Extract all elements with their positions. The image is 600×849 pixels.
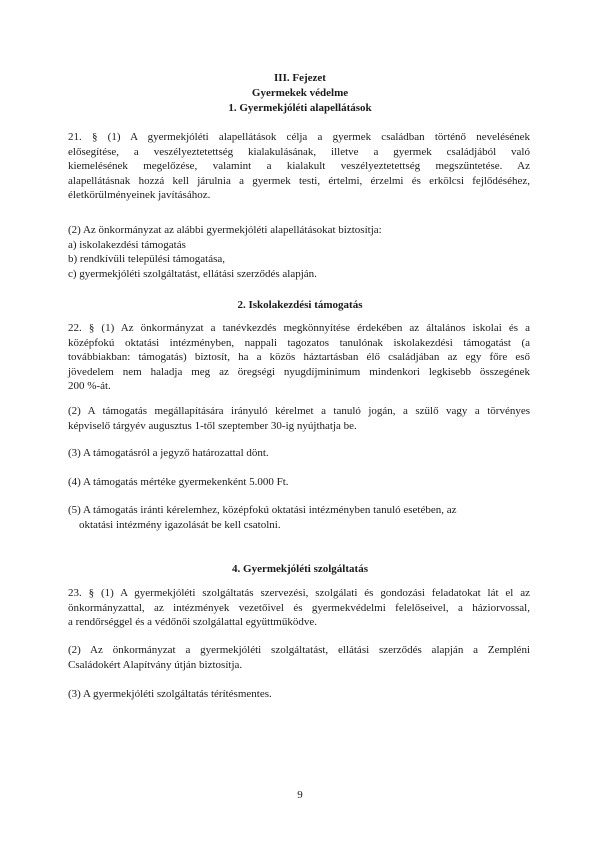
paragraph-22-2 <box>68 404 530 433</box>
section-2-title: 2. Iskolakezdési támogatás <box>237 299 363 311</box>
paragraph-22-5 <box>68 503 530 532</box>
text-line: (5) A támogatás iránti kérelemhez, középfokú oktatási intézményben tanuló esetében, az <box>68 504 457 516</box>
text-line: elősegítése, a veszélyeztetettség kialakulásának, illetve a gyermek családjából való <box>68 145 530 158</box>
text-line: (2) Az önkormányzat az alábbi gyermekjóléti alapellátásokat biztosítja: <box>68 224 382 236</box>
text-line: Családokért Alapítvány útján biztosítja. <box>68 658 243 671</box>
text-line: oktatási intézmény igazolását be kell csatolni. <box>79 518 281 531</box>
chapter-title: III. Fejezet <box>274 72 326 84</box>
text-line: képviselő tárgyév augusztus 1-től szeptember 30-ig nyújthatja be. <box>68 419 357 432</box>
text-line: 200 %-át. <box>68 380 111 392</box>
text-line: (2) A támogatás megállapítására irányuló kérelmet a tanuló jogán, a szülő vagy a törvényes <box>68 405 530 417</box>
paragraph-22-4 <box>68 475 530 490</box>
text-line: (3) A támogatásról a jegyző határozattal dönt. <box>68 447 269 459</box>
text-line: (2) Az önkormányzat a gyermekjóléti szolgáltatást, ellátási szerződés alapján a Zempléni <box>68 644 530 656</box>
text-line: 22. § (1) Az önkormányzat a tanévkezdés megkönnyítése érdekében az általános iskolai és a <box>68 322 530 334</box>
list-item: a) iskolakezdési támogatás <box>68 238 186 251</box>
section-4-title: 4. Gyermekjóléti szolgáltatás <box>232 563 368 575</box>
section-1-title: 1. Gyermekjóléti alapellátások <box>228 102 372 114</box>
paragraph-23-2 <box>68 643 530 672</box>
text-line: (4) A támogatás mértéke gyermekenként 5.000 Ft. <box>68 476 289 488</box>
text-line: életkörülményeinek javításához. <box>68 189 211 201</box>
paragraph-22-1 <box>68 321 530 394</box>
text-line: alapellátásnak hozzá kell járulnia a gyermek testi, értelmi, érzelmi és erkölcsi fejlődéséhez, <box>68 174 530 187</box>
chapter-subtitle: Gyermekek védelme <box>251 87 349 99</box>
text-line: középfokú oktatási intézményben, nappali tagozatos tanulónak iskolakezdési támogatást (a <box>68 336 530 349</box>
page-number: 9 <box>297 789 303 801</box>
paragraph-21-2 <box>68 223 530 281</box>
paragraph-23-1 <box>68 586 530 630</box>
text-line: 23. § (1) A gyermekjóléti szolgáltatás szervezési, szolgálati és gondozási feladatokat lát el az <box>68 587 530 599</box>
text-line: a rendőrséggel és a védőnői szolgálattal együttműködve. <box>68 616 317 628</box>
text-line: továbbiakban: támogatás) biztosít, ha a közös háztartásban élő családjában az egy főre eső <box>68 351 530 363</box>
list-item: b) rendkívüli települési támogatása, <box>68 253 226 265</box>
text-line: 21. § (1) A gyermekjóléti alapellátások célja a gyermek családban történő nevelésének <box>68 131 530 143</box>
paragraph-21-1 <box>68 130 530 203</box>
paragraph-23-3 <box>68 687 530 702</box>
text-line: jövedelem nem haladja meg az öregségi nyugdíjminimum mindenkori legkisebb összegének <box>68 365 530 378</box>
text-line: (3) A gyermekjóléti szolgáltatás térítésmentes. <box>68 688 272 700</box>
list-item: c) gyermekjóléti szolgáltatást, ellátási szerződés alapján. <box>68 267 317 280</box>
text-line: önkormányzattal, az intézmények vezetőivel és gyermekvédelmi felelőseivel, a háziorvossal, <box>68 601 530 614</box>
text-line: kiemelésének megelőzése, valamint a kialakult veszélyeztetettség megszüntetése. Az <box>68 160 530 172</box>
paragraph-22-3 <box>68 446 530 461</box>
